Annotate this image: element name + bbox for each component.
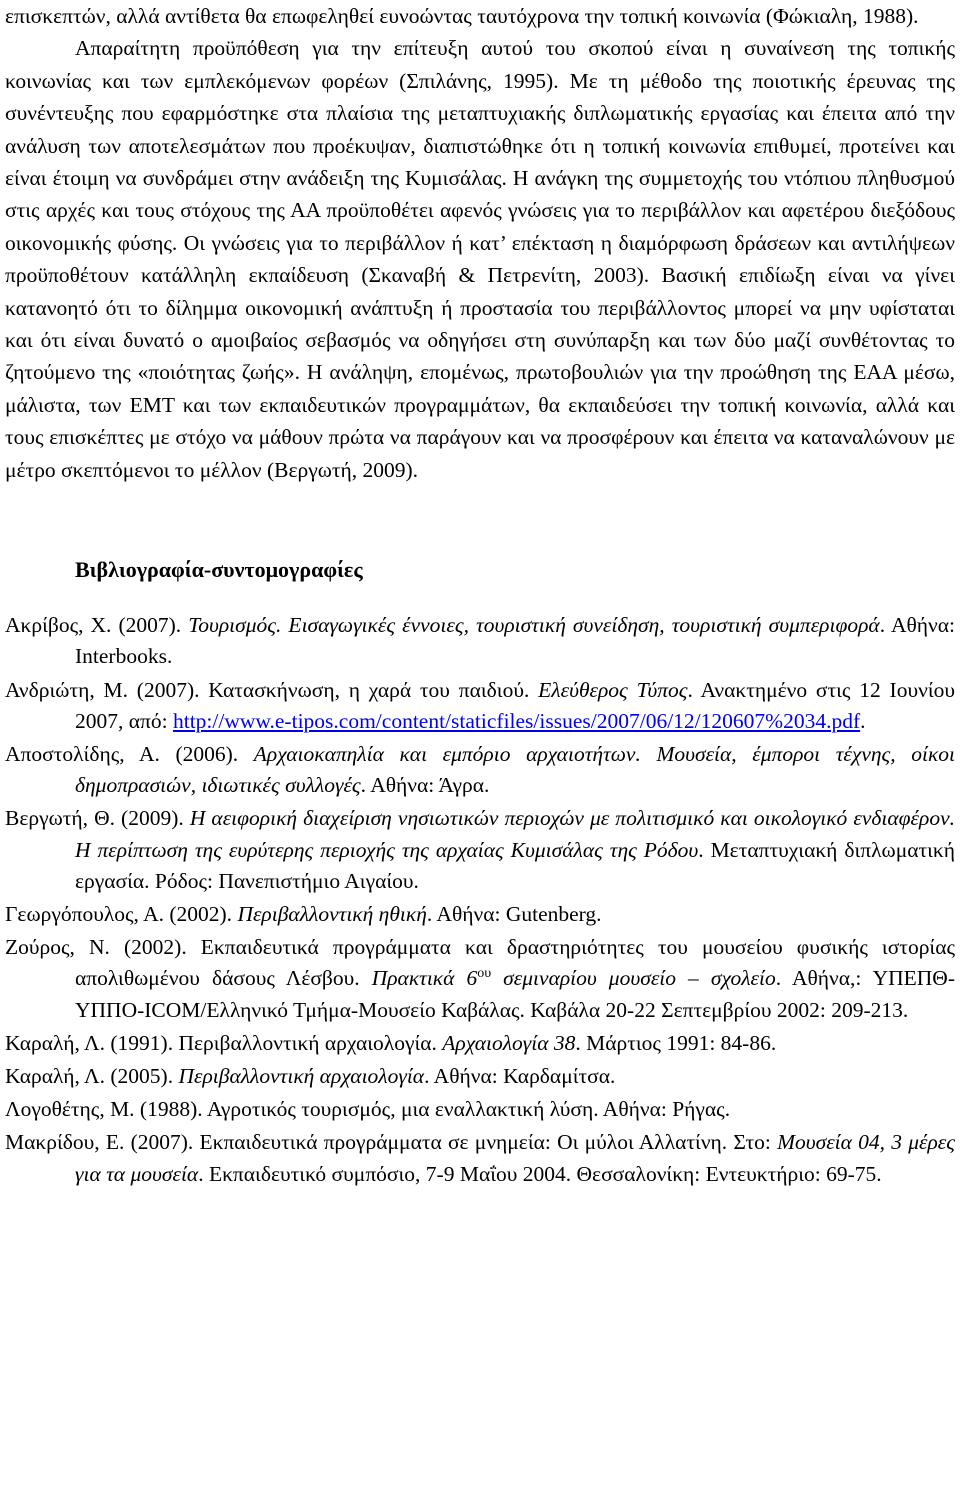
reference-text: Καραλή, Λ. (1991). Περιβαλλοντική αρχαιολογία. — [5, 1030, 443, 1055]
reference-title: Αρχαιοκαπηλία και εμπόριο αρχαιοτήτων. Μουσεία, έμποροι τέχνης, οίκοι δημοπρασιών, ιδιωτικές συλλογές — [75, 741, 956, 798]
reference-item — [5, 675, 955, 737]
reference-text: Ζούρος, Ν. (2002). Εκπαιδευτικά προγράμματα και δραστηριότητες του μουσείου φυσικής ιστορίας απολιθωμένου δάσους Λέσβου. — [5, 935, 955, 991]
reference-title: Πρακτικά 6 — [371, 966, 478, 991]
reference-text: Μακρίδου, Ε. (2007). Εκπαιδευτικά προγράμματα σε μνημεία: Οι μύλοι Αλλατίνη. Στο: — [5, 1130, 778, 1155]
reference-item — [5, 803, 955, 897]
reference-title: Περιβαλλοντική ηθική — [237, 901, 427, 926]
reference-text: Βεργωτή, Θ. (2009). — [5, 806, 190, 831]
body-paragraph-continued — [5, 0, 955, 32]
document-page — [5, 0, 955, 1192]
reference-link[interactable]: http://www.e-tipos.com/content/staticfiles/issues/2007/06/12/120607%2034.pdf — [172, 708, 861, 733]
reference-title: Μουσεία 04, 3 μέρες για τα μουσεία — [75, 1130, 955, 1186]
reference-text: . — [860, 708, 866, 733]
body-paragraph — [5, 32, 955, 486]
reference-item — [5, 739, 955, 801]
reference-text: . Εκπαιδευτικό συμπόσιο, 7-9 Μαΐου 2004. Θεσσαλονίκη: Εντευκτήριο: 69-75. — [198, 1161, 882, 1186]
reference-text: Λογοθέτης, Μ. (1988). Αγροτικός τουρισμός, μια εναλλακτική λύση. Αθήνα: Ρήγας. — [5, 1097, 731, 1122]
reference-title: Τουρισμός. Εισαγωγικές έννοιες, τουριστική συνείδηση, τουριστική συμπεριφορά — [188, 613, 880, 638]
paragraph-text: Απαραίτητη προϋπόθεση για την επίτευξη αυτού του σκοπού είναι η συναίνεση της τοπικής κοινωνίας και των εμπλεκόμενων φορέων (Σπιλάνης, 1995). Με τη μέθοδο της ποιοτικής έρευνας της συνέντευξης που εφαρμόστηκε στα πλαίσια της μεταπτυχιακής διπλωματικής εργασίας και έπειτα από την ανάλυση των αποτελεσμάτων που προέκυψαν, διαπιστώθηκε ότι η τοπική κοινωνία επιθυμεί, προτείνει και είναι έτοιμη να συνδράμει στην ανάδειξη της Κυμισάλας. Η ανάγκη της συμμετοχής του ντόπιου πληθυσμού στις αρχές και τους στόχους της ΑΑ προϋποθέτει αφενός γνώσεις για το περιβάλλον και αφετέρου διεξόδους οικονομικής φύσης. Οι γνώσεις για το περιβάλλον ή κατ’ επέκταση η διαμόρφωση δράσεων και αντιλήψεων προϋποθέτουν κατάλληλη εκπαίδευση (Σκαναβή & Πετρενίτη, 2003). Βασική επιδίωξη είναι να γίνει κατανοητό ότι το δίλημμα οικονομική ανάπτυξη ή προστασία του περιβάλλοντος μπορεί να μην υφίσταται και ότι είναι δυνατό ο αμοιβαίος σεβασμός να οδηγήσει στη συνύπαρξη και των δύο μαζί συνθέτοντας το ζητούμενο της «ποιότητας ζωής». Η ανάληψη, επομένως, πρωτοβουλιών για την προώθηση της ΕΑΑ μέσω, μάλιστα, των ΕΜΤ και των εκπαιδευτικών προγραμμάτων, θα εκπαιδεύσει την τοπική κοινωνία, αλλά και τους επισκέπτες με στόχο να μάθουν πρώτα να παράγουν και να προσφέρουν και έπειτα να καταναλώνουν με μέτρο σκεπτόμενοι το μέλλον (Βεργωτή, 2009). — [5, 36, 955, 482]
reference-title: Περιβαλλοντική αρχαιολογία — [178, 1063, 425, 1088]
reference-text: Γεωργόπουλος, Α. (2002). — [5, 901, 238, 926]
reference-text: Ανδριώτη, Μ. (2007). Κατασκήνωση, η χαρά του παιδιού. — [5, 677, 539, 702]
reference-item — [5, 610, 955, 672]
reference-item — [5, 932, 955, 1026]
reference-list — [5, 610, 955, 1190]
reference-item — [5, 1127, 955, 1189]
section-heading: Βιβλιογραφία-συντομογραφίες — [75, 557, 363, 583]
reference-text: . Αθήνα: Gutenberg. — [426, 901, 602, 926]
reference-text: . Αθήνα: Καρδαμίτσα. — [424, 1063, 616, 1088]
ordinal-superscript: ου — [477, 966, 492, 982]
reference-title: Η αειφορική διαχείριση νησιωτικών περιοχών με πολιτισμικό και οικολογικό ενδιαφέρον. Η περίπτωση της ευρύτερης περιοχής της αρχαίας Κυμισάλας της Ρόδου — [75, 806, 955, 862]
reference-text: . Αθήνα: Άγρα. — [360, 773, 490, 798]
reference-item — [5, 1028, 955, 1059]
reference-title: σεμιναρίου μουσείο – σχολείο — [491, 966, 776, 991]
reference-text: . Μάρτιος 1991: 84-86. — [575, 1030, 777, 1055]
reference-text: . Ανακτημένο στις 12 Ιουνίου 2007, από: — [75, 677, 956, 733]
reference-text: Ακρίβος, Χ. (2007). — [5, 613, 189, 638]
reference-item — [5, 1061, 955, 1092]
reference-text: . Αθήνα,: ΥΠΕΠΘ-ΥΠΠΟ-ICOM/Ελληνικό Τμήμα-Μουσείο Καβάλας. Καβάλα 20-22 Σεπτεμβρίου 2002: 209-213. — [75, 966, 955, 1022]
paragraph-text: επισκεπτών, αλλά αντίθετα θα επωφεληθεί ευνοώντας ταυτόχρονα την τοπική κοινωνία (Φώκιαλη, 1988). — [5, 4, 919, 28]
reference-item — [5, 1094, 955, 1125]
reference-text: Καραλή, Λ. (2005). — [5, 1063, 179, 1088]
reference-text: . Αθήνα: Interbooks. — [75, 613, 955, 669]
reference-title: Ελεύθερος Τύπος — [538, 677, 688, 702]
reference-item — [5, 899, 955, 930]
reference-text: Αποστολίδης, Α. (2006). — [5, 741, 254, 766]
reference-title: Αρχαιολογία 38 — [442, 1030, 576, 1055]
reference-text: . Μεταπτυχιακή διπλωματική εργασία. Ρόδος: Πανεπιστήμιο Αιγαίου. — [75, 837, 955, 893]
